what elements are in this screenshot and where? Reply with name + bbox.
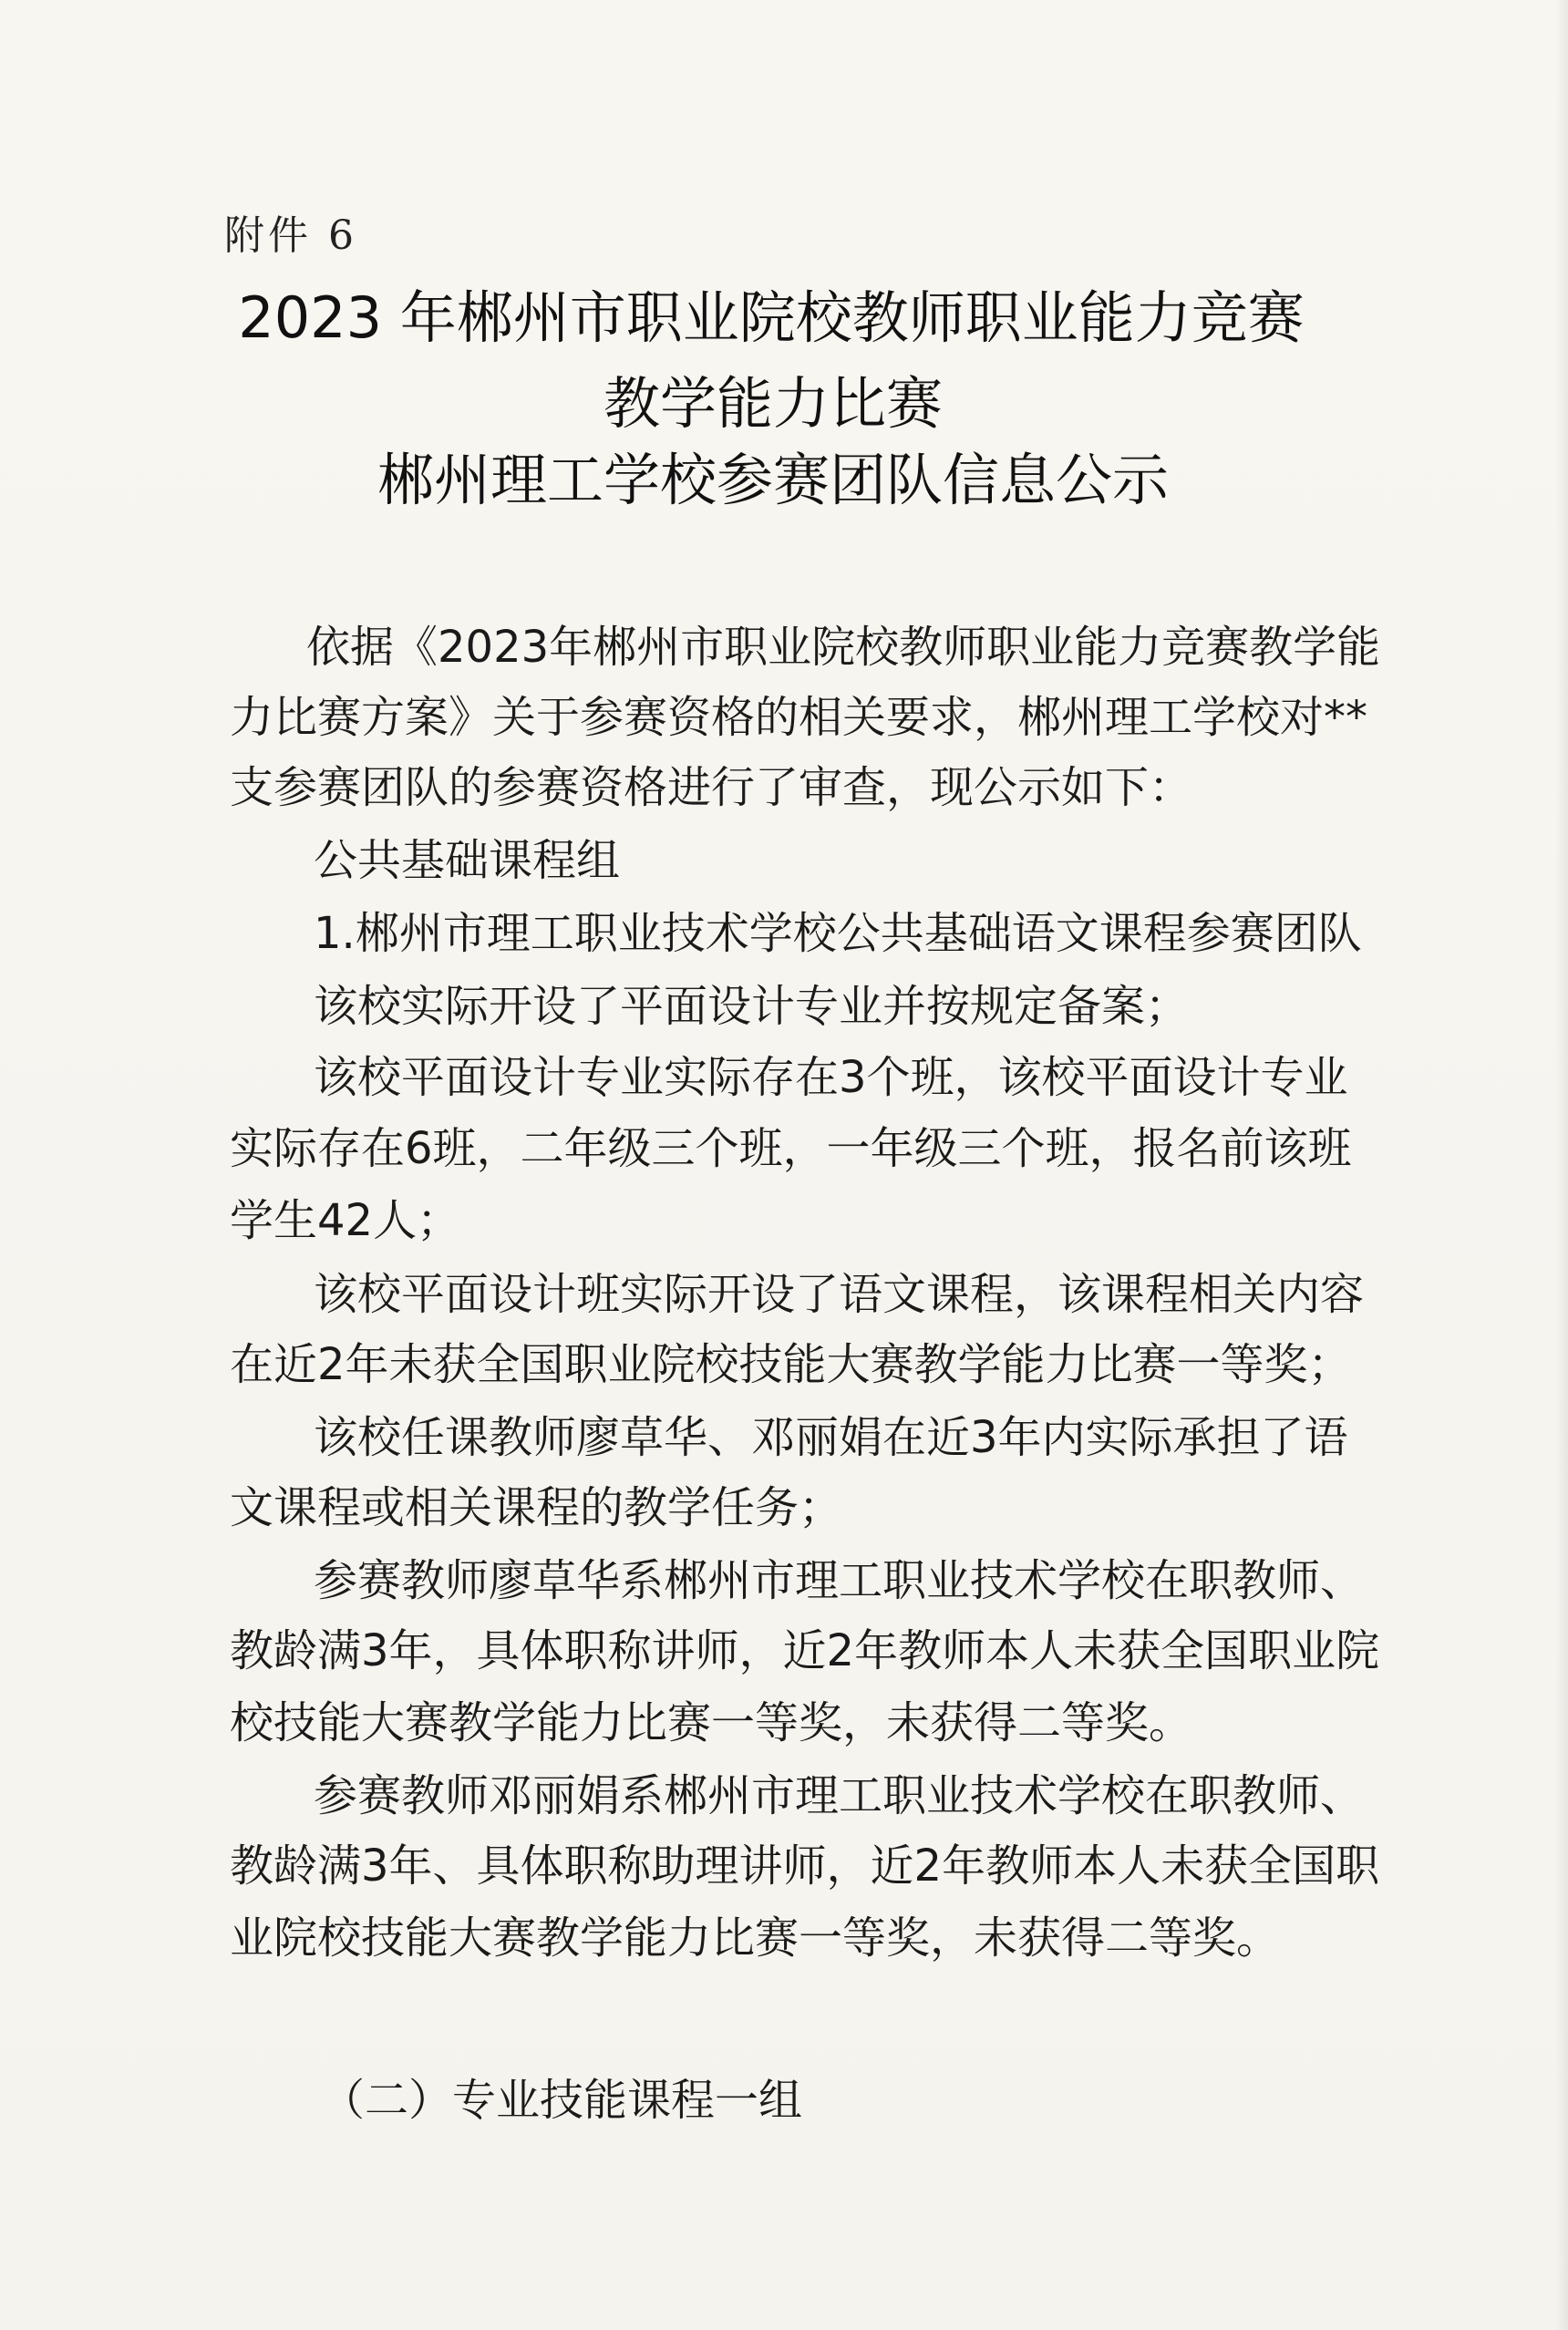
section-heading: （二）专业技能课程一组: [321, 2075, 803, 2126]
body-line: 该校平面设计专业实际存在3个班，该校平面设计专业: [314, 1052, 1348, 1103]
body-line: 实际存在6班，二年级三个班，一年级三个班，报名前该班: [230, 1123, 1352, 1174]
body-line: 参赛教师邓丽娟系郴州市理工职业技术学校在职教师、: [314, 1770, 1365, 1821]
attachment-label: 附件 6: [224, 212, 357, 259]
body-line: 教龄满3年，具体职称讲师，近2年教师本人未获全国职业院: [230, 1625, 1380, 1676]
title-line-1: 2023 年郴州市职业院校教师职业能力竞赛: [238, 284, 1305, 351]
body-line: 参赛教师廖草华系郴州市理工职业技术学校在职教师、: [314, 1555, 1365, 1606]
body-line: 业院校技能大赛教学能力比赛一等奖，未获得二等奖。: [230, 1912, 1281, 1964]
body-line: 力比赛方案》关于参赛资格的相关要求，郴州理工学校对**: [230, 692, 1368, 743]
body-line: 支参赛团队的参赛资格进行了审查，现公示如下：: [230, 762, 1193, 813]
body-line: 该校任课教师廖草华、邓丽娟在近3年内实际承担了语: [314, 1412, 1348, 1463]
body-line: 在近2年未获全国职业院校技能大赛教学能力比赛一等奖；: [230, 1339, 1352, 1390]
body-line: 该校实际开设了平面设计专业并按规定备案；: [314, 981, 1190, 1032]
title-line-3: 郴州理工学校参赛团队信息公示: [377, 447, 1169, 513]
body-line: 校技能大赛教学能力比赛一等奖，未获得二等奖。: [230, 1697, 1193, 1748]
body-line: 该校平面设计班实际开设了语文课程，该课程相关内容: [314, 1269, 1365, 1320]
section-heading: 公共基础课程组: [314, 835, 621, 886]
body-line: 教龄满3年、具体职称助理讲师，近2年教师本人未获全国职: [230, 1840, 1380, 1892]
body-line: 1.郴州市理工职业技术学校公共基础语文课程参赛团队: [314, 908, 1362, 959]
body-line: 文课程或相关课程的教学任务；: [230, 1482, 843, 1533]
scan-edge-shadow: [1555, 0, 1568, 2330]
body-line: 学生42人；: [230, 1195, 461, 1246]
body-line: 依据《2023年郴州市职业院校教师职业能力竞赛教学能: [306, 622, 1381, 673]
title-line-2: 教学能力比赛: [603, 370, 943, 437]
